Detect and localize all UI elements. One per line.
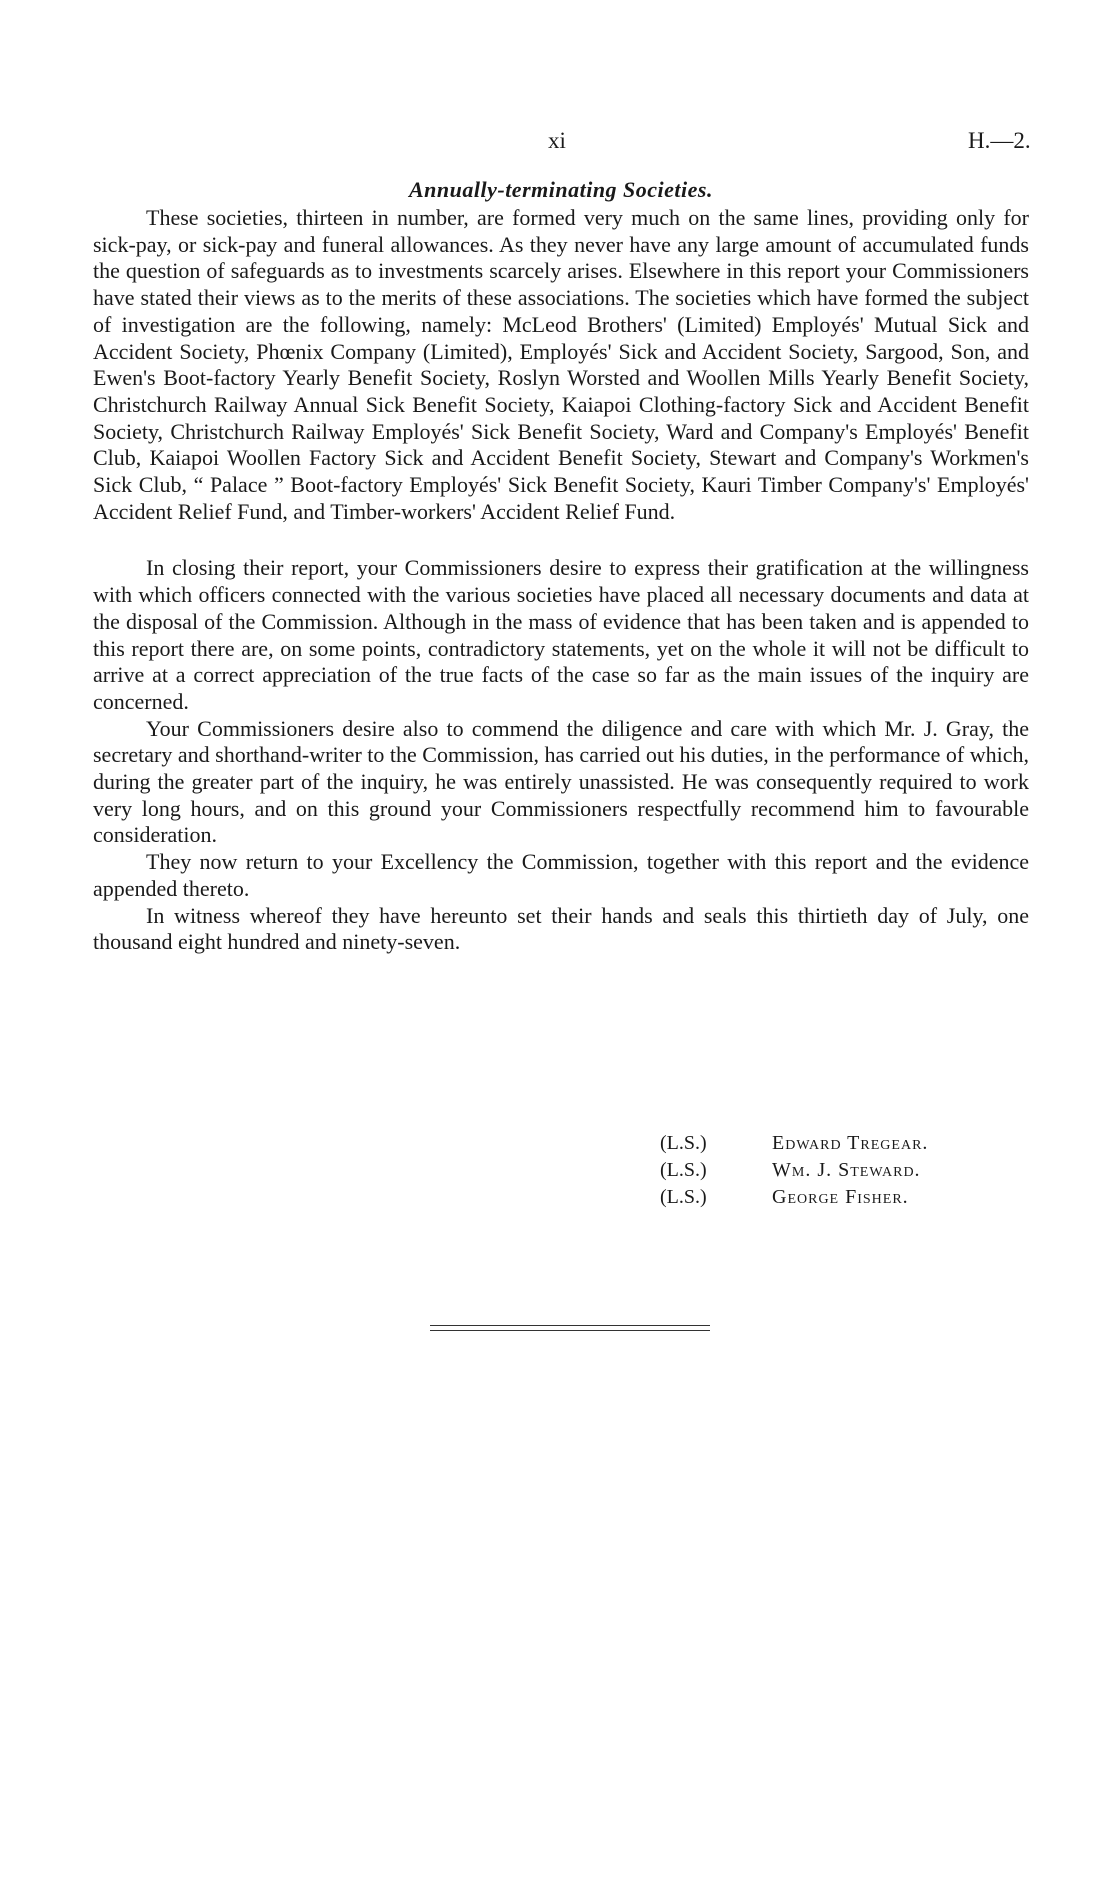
signature-block — [660, 1130, 1020, 1211]
signatory-name: Wm. J. Steward. — [772, 1159, 921, 1181]
signature-row — [660, 1184, 1020, 1211]
signatory-name: Edward Tregear. — [772, 1132, 929, 1154]
signatory-name: George Fisher. — [772, 1186, 909, 1208]
closing-paragraph-1: In closing their report, your Commissioners desire to express their gratification at the willingness with which officers connected with the various societies have placed all necessary documents and data at the disposal of the Commission. Although in the mass of evidence that has been taken and is appended to this report there are, on some points, contradictory statements, yet on the whole it will not be difficult to arrive at a correct appreciation of the true facts of the case so far as the main issues of the inquiry are concerned. — [93, 555, 1029, 714]
page-number: xi — [548, 128, 566, 153]
section-heading: Annually-terminating Societies. — [409, 177, 713, 202]
document-code: H.—2. — [968, 128, 1031, 153]
closing-paragraph-2: Your Commissioners desire also to commend the diligence and care with which Mr. J. Gray, the secretary and shorthand-writer to the Commission, has carried out his duties, in the performance of which, during the greater part of the inquiry, he was entirely unassisted. He was consequently required to work very long hours, and on this ground your Commissioners respectfully recommend him to favourable consideration. — [93, 715, 1029, 848]
end-rule-divider — [430, 1325, 710, 1331]
report-body — [93, 176, 1029, 956]
signature-row — [660, 1130, 1020, 1157]
signature-row — [660, 1157, 1020, 1184]
seal-mark: (L.S.) — [660, 1186, 707, 1208]
seal-mark: (L.S.) — [660, 1132, 707, 1154]
societies-paragraph: These societies, thirteen in number, are formed very much on the same lines, providing only for sick-pay, or sick-pay and funeral allowances. As they never have any large amount of accumulated funds the question of safeguards as to investments scarcely arises. Elsewhere in this report your Commissioners have stated their views as to the merits of these associations. The societies which have formed the subject of investigation are the following, namely: McLeod Brothers' (Limited) Employés' Mutual Sick and Accident Society, Phœnix Company (Limited), Employés' Sick and Accident Society, Sargood, Son, and Ewen's Boot-factory Yearly Benefit Society, Roslyn Worsted and Woollen Mills Yearly Benefit Society, Christchurch Railway Annual Sick Benefit Society, Kaiapoi Clothing-factory Sick and Accident Benefit Society, Christchurch Railway Employés' Sick Benefit Society, Ward and Company's Employés' Benefit Club, Kaiapoi Woollen Factory Sick and Accident Benefit Society, Stewart and Company's Workmen's Sick Club, “ Palace ” Boot-factory Employés' Sick Benefit Society, Kauri Timber Company's' Employés' Accident Relief Fund, and Timber-workers' Accident Relief Fund. — [93, 205, 1029, 524]
closing-paragraph-3: They now return to your Excellency the Commission, together with this report and the evidence appended thereto. — [93, 849, 1029, 901]
seal-mark: (L.S.) — [660, 1159, 707, 1181]
closing-paragraph-4: In witness whereof they have hereunto set their hands and seals this thirtieth day of July, one thousand eight hundred and ninety-seven. — [93, 902, 1029, 955]
